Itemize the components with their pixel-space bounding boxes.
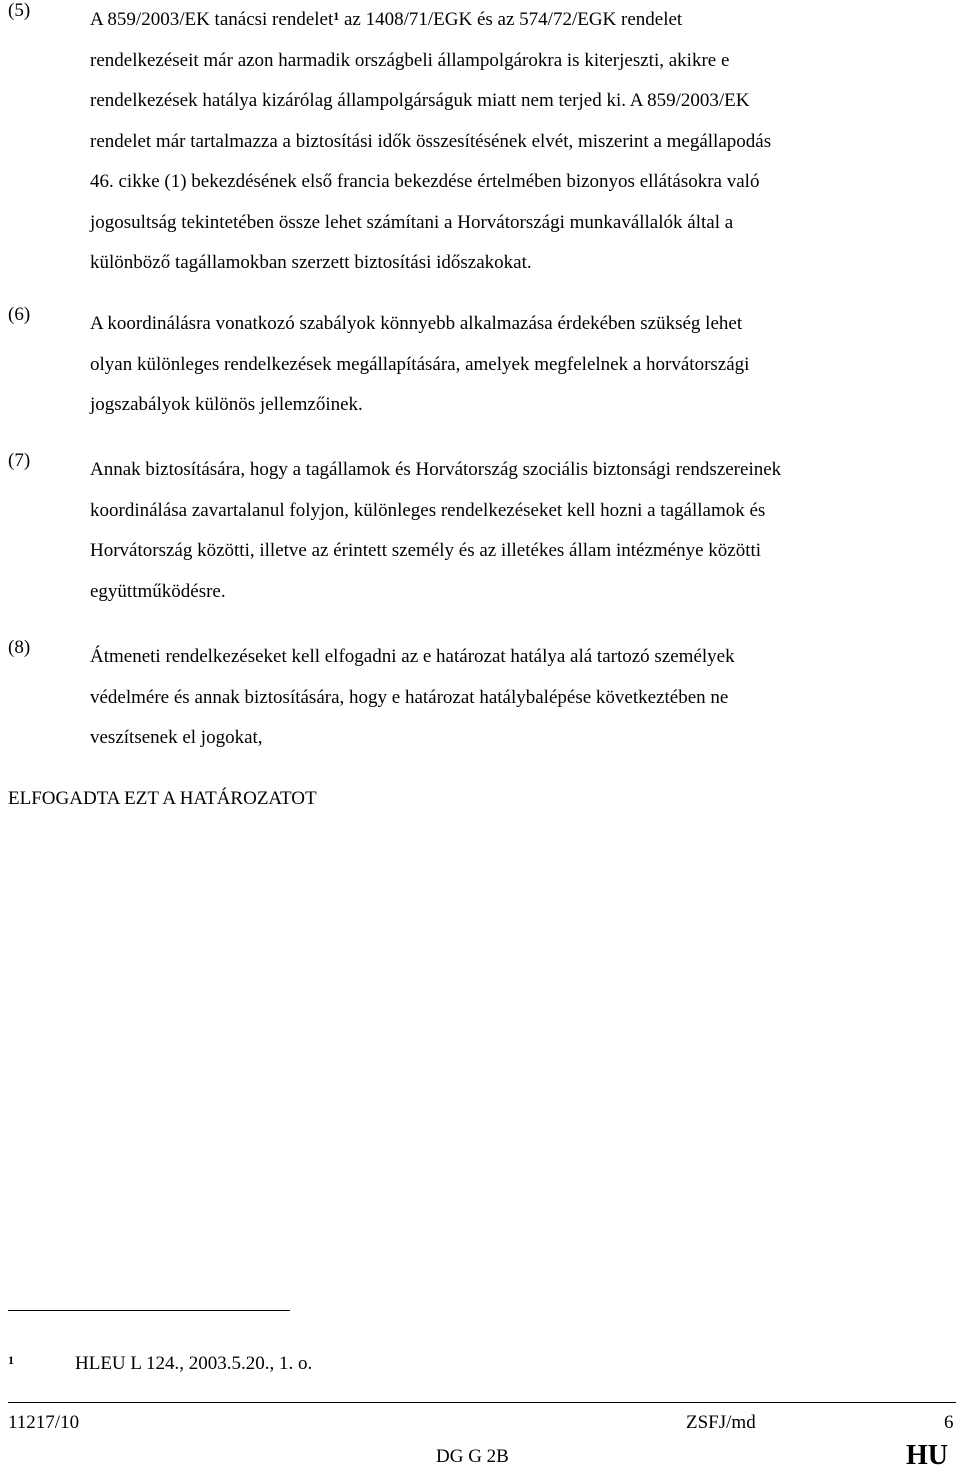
text-segment: A 859/2003/EK tanácsi rendelet [90,9,334,30]
recital-text [90,0,948,284]
recital-7 [8,450,948,612]
footnote-reference[interactable]: 1 [333,9,340,23]
text-line: különböző tagállamokban szerzett biztosítási időszakokat. [90,252,532,273]
recital-number: (5) [8,0,31,21]
author-initials: ZSFJ/md [686,1412,756,1433]
text-line: védelmére és annak biztosítására, hogy e határozat hatálybalépése következtében ne [90,686,729,708]
closing-formula: ELFOGADTA EZT A HATÁROZATOT [8,788,317,809]
footer-separator [8,1402,956,1403]
language-code: HU [906,1440,948,1471]
recital-text [90,304,948,426]
footnote-mark: 1 [8,1353,14,1367]
document-number: 11217/10 [8,1412,80,1433]
text-line: Horvátország közötti, illetve az érintett személy és az illetékes állam intézménye közötti [90,540,762,561]
text-line: Átmeneti rendelkezéseket kell elfogadni az e határozat hatálya alá tartozó személyek [90,646,735,667]
text-line: Annak biztosítására, hogy a tagállamok és Horvátország szociális biztonsági rendszereinek [90,459,782,480]
recital-8 [8,637,948,759]
recital-text [90,450,948,612]
footnote-text: HLEU L 124., 2003.5.20., 1. o. [75,1353,313,1374]
recital-number: (8) [8,637,31,658]
text-line: veszítsenek el jogokat, [90,727,263,748]
text-line: jogosultság tekintetében össze lehet számítani a Horvátországi munkavállalók által a [90,211,734,233]
text-line: rendelkezések hatálya kizárólag állampolgárságuk miatt nem terjed ki. A 859/2003/EK [90,90,750,111]
department-code: DG G 2B [436,1446,509,1467]
recital-text [90,637,948,759]
text-line: rendelkezéseit már azon harmadik országbeli állampolgárokra is kiterjeszti, akikre e [90,49,730,71]
footnote-separator [8,1310,290,1311]
text-line: 46. cikke (1) bekezdésének első francia bekezdése értelmében bizonyos ellátásokra való [90,171,760,192]
recital-number: (7) [8,450,31,471]
text-line: olyan különleges rendelkezések megállapítására, amelyek megfelelnek a horvátországi [90,353,750,375]
recital-number: (6) [8,304,31,325]
text-line: A koordinálásra vonatkozó szabályok könnyebb alkalmazása érdekében szükség lehet [90,313,743,334]
text-segment: az 1408/71/EGK és az 574/72/EGK rendelet [339,9,683,30]
text-line: rendelet már tartalmazza a biztosítási idők összesítésének elvét, miszerint a megállapodás [90,130,772,152]
recital-6 [8,304,948,426]
text-line: koordinálása zavartalanul folyjon, különleges rendelkezéseket kell hozni a tagállamok és [90,499,766,521]
text-line: jogszabályok különös jellemzőinek. [90,394,363,415]
text-line: együttműködésre. [90,580,226,602]
recital-5 [8,0,948,284]
text-line [90,0,948,41]
page-number: 6 [944,1412,954,1433]
